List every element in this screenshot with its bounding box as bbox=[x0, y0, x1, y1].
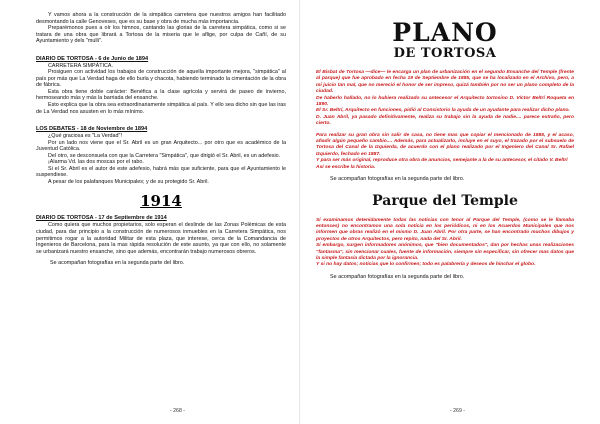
intro-paragraph: Preparémonos pues a oír los himnos, cantando las glorias de la carretera simpática, como si se tratara de una obra que librará a Tortosa de la miseria que le aflige, por culpa de Cañí, de su Ayuntamiento y dels "mulli". bbox=[36, 25, 286, 45]
article-paragraph: CARRETERA SIMPÁTICA. bbox=[48, 62, 113, 69]
red-paragraph: Y para ser más original, reproduce otra obra de anuncios, semejante a la de su antecesor, el citado V. Beltrí bbox=[316, 158, 568, 164]
article-paragraph: Del otro, se desconsuela con que la Carretera "Simpática", que dirigió el Sr. Abril, es un adefesio. bbox=[48, 152, 281, 159]
section-heading: LOS DEBATES - 18 de Noviembre de 1894 bbox=[36, 126, 148, 133]
red-paragraph: D. Juan Abril, ya pasado definitivamente, realiza su trabajo sin la ayuda de nadie.... parece extraño, pero cierto. bbox=[316, 114, 574, 127]
page-number: - 269 - bbox=[450, 408, 465, 414]
section-heading: DIARIO DE TORTOSA - 17 de Septiembre de 1914 bbox=[36, 215, 167, 222]
parque-title: Parque del Temple bbox=[372, 192, 518, 209]
intro-paragraph: Y vamos ahora a la construcción de la simpática carretera que nuestros amigos han facilitado desmontando la calle Genoveses, que es su base y obra de mucha más importancia. bbox=[36, 12, 286, 25]
red-paragraph: Y si no hay datos; noticias que lo confirmen; todo es palabrería y deseos de hinchar el globo. bbox=[316, 262, 536, 268]
article-paragraph: Esto explica que la obra sea extraordinariamente simpática al país. Y ello sea dicho sin que las iras de La Verdad nos asusten en lo más mínimo. bbox=[36, 102, 286, 115]
page-number: - 268 - bbox=[170, 408, 185, 414]
red-paragraph: Si embargo, surgen informadores anónimos, que "bien documentados", dan por hechas unas realizaciones "fantasma", sin mencionar cuales, fuente de información, siempre sin especificar, sin ofrecer mas datos que la simple fantasía dictada por la ignorancia. bbox=[316, 243, 574, 262]
plano-title: PLANO bbox=[392, 18, 498, 47]
article-paragraph: Prosiguen con actividad los trabajos de construcción de aquella importante mejora, "simpática" al país por más que La Verdad haga de ello burla y chacota, habiendo terminado la cimentación de la obra de fábrica. bbox=[36, 69, 286, 89]
article-paragraph: Por un lado nos viene que el Sr. Abril es un gran Arquitecto... por otro que es académico de la Juventud Católica. bbox=[36, 139, 286, 153]
red-paragraph: El Sr. Beltrí, Arquitecto en funciones, pidió al Consistorio la ayuda de un ayudante para realizar dicho plano. bbox=[316, 108, 570, 114]
right-page bbox=[300, 0, 600, 424]
year-title: 1914 bbox=[140, 192, 182, 211]
article-paragraph: Si el Sr. Abril es el autor de este adefesio, habrá más que suficiente, para que el Ayuntamiento le suspendiese. bbox=[36, 165, 286, 179]
article-paragraph: ¿Qué graciosa es "La Verdad"! bbox=[48, 133, 122, 140]
article-paragraph: ¡Alarma Vd. las dos moscas por el rabo. bbox=[48, 159, 144, 166]
photo-note: Se acompañan fotografías en la segunda parte del libro. bbox=[50, 260, 185, 267]
photo-note: Se acompañan fotografías en la segunda parte del libro. bbox=[330, 273, 465, 280]
red-paragraph: De haberlo hallado, no lo hubiera realizado su antecesor el Arquitecto tortosino D. Víctor Beltrí Roqueta en 1890. bbox=[316, 95, 574, 108]
red-paragraph: Para realizar su gran obra sin salir de casa, no tiene mas que copiar el mencionado de 1885, y el acaso, añadir algún pequeño cambio.... Además, para actualizarlo, incluye en el suyo, el trazado por el subsuelo de Tortosa del Canal de la Izquierda, de acuerdo con el plano realizado por el Ingeniero del Canal Sr. Rafael Izquierdo, fechado en 1887. bbox=[316, 132, 574, 157]
section-heading: DIARIO DE TORTOSA - 6 de Junio de 1894 bbox=[36, 55, 149, 62]
article-paragraph: A pesar de los palafanques Municipales; y de su protegido Sr. Abril. bbox=[48, 178, 209, 185]
red-paragraph: Si examinamos detenidamente todas las noticias con tenor al Parque del Temple, (como se le llamaba entonces) no encontramos una sola noticia en los periódicos, ni en los Acuerdos Municipales que nos informen que obras realizó en el mismo D. Juan Abril. Por otra parte, se han encontrado muchos dibujos y proyectos de otros Arquitectos, pero repito, nada del Sr. Abril. bbox=[316, 217, 574, 242]
article-paragraph: Como quiera que muchos propietarios, solo esperan el deslinde de las Zonas Polémicas de esta ciudad, para dar principio a la construcción de numerosos inmuebles en la Carretera Simpática, nos permitimos rogar a la autoridad Militar de esta plaza, que interese, cerca de la Comandancia de Ingenieros de Barcelona, para la mas rápida resolución de este asunto, ya que con ello, no solamente se urbanizará nuestro ensanche, sino que además, encontrarán trabajo numerosos obreros. bbox=[36, 222, 286, 255]
intro-text bbox=[36, 12, 286, 45]
article-paragraph: Esta obra tiene doble carácter: Benéfica a la clase agrícola y servirá de paseo de invierno, hermoseando más y más la barriada del ensanche. bbox=[36, 88, 286, 102]
plano-subtitle: DE TORTOSA bbox=[393, 46, 497, 61]
photo-note: Se acompañan fotografías en la segunda parte del libro. bbox=[330, 176, 465, 183]
red-paragraph: El Bisbat de Tortosa —dice— le encarga un plan de urbanización en el segundo Ensanche del Temple (frente al parque) que fue aprobado en fecha 19 de Septiembre de 1885, que se ha localizado en el Archivo, pero, a mi juicio tan mal, que no mereció el honor de ser impreso, quizá también por no ser un plano completo de la ciudad. bbox=[316, 70, 574, 95]
red-paragraph: Así se escribe la historia. bbox=[316, 164, 376, 170]
